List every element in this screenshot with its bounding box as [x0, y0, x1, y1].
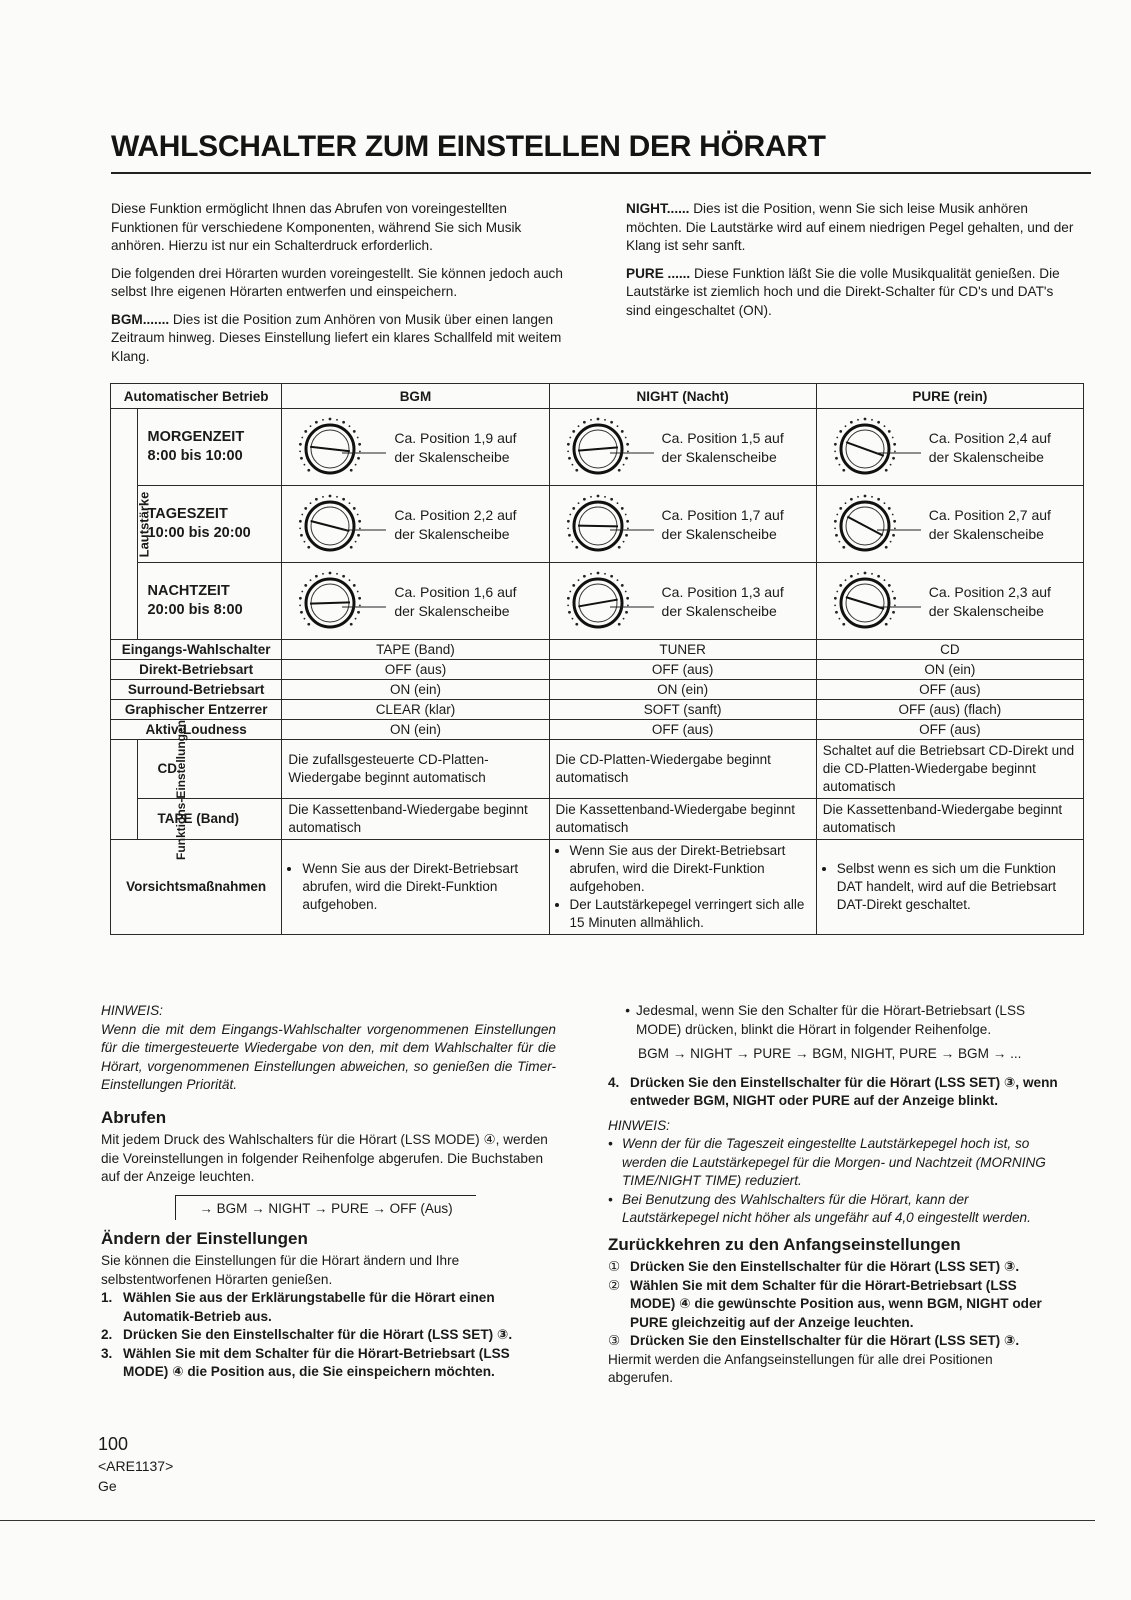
- cell: [816, 840, 1083, 935]
- step-item: 2. Drücken Sie den Einstellschalter für die Hörart (LSS SET) ③.: [101, 1327, 513, 1342]
- night-description: [626, 200, 1081, 256]
- dial-position-text: Ca. Position 1,7 auf der Skalenscheibe: [661, 507, 784, 542]
- dial-cell: [282, 409, 549, 486]
- table-row-tape: [111, 799, 1084, 840]
- cell: ON (ein): [282, 680, 549, 700]
- table-row-cd: [111, 740, 1084, 799]
- right-bottom-column: [608, 1002, 1058, 1388]
- step-item: ③ Drücken Sie den Einstellschalter für die Hörart (LSS SET) ③.: [608, 1333, 1020, 1348]
- cell: CD: [816, 640, 1083, 660]
- volume-label: Lautstärke: [111, 409, 138, 640]
- volume-dial-icon: [831, 569, 921, 635]
- cell: OFF (aus): [816, 680, 1083, 700]
- dial-cell: [816, 409, 1083, 486]
- cell: ON (ein): [816, 660, 1083, 680]
- divider: [0, 1520, 1095, 1521]
- header-pure: PURE (rein): [816, 384, 1083, 409]
- dial-position-text: Ca. Position 1,3 auf der Skalenscheibe: [661, 584, 784, 619]
- cell: Die zufallsgesteuerte CD-Platten-Wiedergabe beginnt automatisch: [282, 740, 549, 799]
- tape-label: TAPE (Band): [137, 799, 282, 840]
- bullet-item: • Jedesmal, wenn Sie den Schalter für die Hörart-Betriebsart (LSS MODE) drücken, blinkt die Hörart in folgender Reihenfolge.: [625, 1003, 1026, 1037]
- volume-dial-icon: [296, 569, 386, 635]
- dial-position-text: Ca. Position 2,3 auf der Skalenscheibe: [928, 584, 1051, 619]
- table-row-day: [111, 486, 1084, 563]
- table-header-row: [111, 384, 1084, 409]
- table-row: [111, 700, 1084, 720]
- night-key: NIGHT......: [626, 201, 690, 216]
- header-night: NIGHT (Nacht): [549, 384, 816, 409]
- step-item: ① Drücken Sie den Einstellschalter für die Hörart (LSS SET) ③.: [608, 1259, 1020, 1274]
- step-item: 4. Drücken Sie den Einstellschalter für die Hörart (LSS SET) ③, wenn entweder BGM, NIGHT oder PURE auf der Anzeige blinkt.: [608, 1074, 1058, 1108]
- row-label: Eingangs-Wahlschalter: [111, 640, 282, 660]
- header-auto: Automatischer Betrieb: [111, 384, 282, 409]
- aendern-heading: Ändern der Einstellungen: [101, 1228, 308, 1248]
- row-label: Aktiv-Loudness: [111, 720, 282, 740]
- dial-cell: [282, 486, 549, 563]
- pure-description: [626, 265, 1081, 321]
- table-row-precautions: [111, 840, 1084, 935]
- row-label: Direkt-Betriebsart: [111, 660, 282, 680]
- cell: OFF (aus): [549, 720, 816, 740]
- hinweis-bullet: • Wenn der für die Tageszeit eingestellte Lautstärkepegel hoch ist, so werden die Lautstärkepegel für die Morgen- und Nachtzeit (MORNING TIME/NIGHT TIME) reduziert.: [608, 1136, 1046, 1188]
- aendern-text: Sie können die Einstellungen für die Hörart ändern und Ihre selbstentworfenen Hörarten genießen.: [101, 1253, 460, 1287]
- cell: Die CD-Platten-Wiedergabe beginnt automatisch: [549, 740, 816, 799]
- cell: TAPE (Band): [282, 640, 549, 660]
- dial-cell: [549, 563, 816, 640]
- cell: [549, 840, 816, 935]
- volume-dial-icon: [296, 492, 386, 558]
- language-code: Ge: [98, 1478, 117, 1494]
- blink-sequence: BGM → NIGHT → PURE → BGM, NIGHT, PURE → BGM → ...: [638, 1046, 1022, 1061]
- abrufen-text: Mit jedem Druck des Wahlschalters für die Hörart (LSS MODE) ④, werden die Voreinstellungen in folgender Reihenfolge abgerufen. Die Buchstaben auf der Anzeige leuchten.: [101, 1132, 548, 1184]
- bgm-text: Dies ist die Position zum Anhören von Musik über einen langen Zeitraum hinweg. Dieses Einstellung liefert ein klares Schallfeld mit weitem Klang.: [111, 311, 562, 364]
- night-text: Dies ist die Position, wenn Sie sich leise Musik anhören möchten. Die Lautstärke wird auf einem niedrigen Pegel gehalten, und der Klang ist sehr sanft.: [626, 201, 1074, 253]
- volume-dial-icon: [564, 415, 654, 481]
- recall-sequence: → BGM → NIGHT → PURE → OFF (Aus): [175, 1195, 476, 1220]
- dial-cell: [816, 563, 1083, 640]
- cell: Die Kassettenband-Wiedergabe beginnt automatisch: [816, 799, 1083, 840]
- reset-heading: Zurückkehren zu den Anfangseinstellungen: [608, 1234, 961, 1254]
- dial-position-text: Ca. Position 1,5 auf der Skalenscheibe: [661, 430, 784, 465]
- row-label: Surround-Betriebsart: [111, 680, 282, 700]
- row-label: Graphischer Entzerrer: [111, 700, 282, 720]
- dial-position-text: Ca. Position 1,9 auf der Skalenscheibe: [394, 430, 517, 465]
- cell: ON (ein): [282, 720, 549, 740]
- volume-dial-icon: [831, 415, 921, 481]
- hinweis-text: Wenn die mit dem Eingangs-Wahlschalter vorgenommenen Einstellungen für die timergesteuerte Wiedergabe von den, mit dem Wahlschalter für die Hörart, vorgenommenen Einstellungen abweichen, so genießen die Timer-Einstellungen Priorität.: [101, 1021, 556, 1092]
- dial-cell: [549, 486, 816, 563]
- table-row: [111, 720, 1084, 740]
- listening-mode-table: [110, 383, 1084, 935]
- hinweis-label: HINWEIS:: [101, 1003, 163, 1018]
- bgm-key: BGM.......: [111, 311, 170, 327]
- table-row: [111, 680, 1084, 700]
- time-morning: MORGENZEIT 8:00 bis 10:00: [137, 409, 282, 486]
- cell: OFF (aus) (flach): [816, 700, 1083, 720]
- dial-cell: [282, 563, 549, 640]
- cell: [282, 840, 549, 935]
- volume-dial-icon: [564, 569, 654, 635]
- document-code: <ARE1137>: [98, 1458, 174, 1474]
- cell: OFF (aus): [816, 720, 1083, 740]
- dial-position-text: Ca. Position 2,7 auf der Skalenscheibe: [928, 507, 1051, 542]
- page-title: WAHLSCHALTER ZUM EINSTELLEN DER HÖRART: [111, 130, 1091, 174]
- dial-cell: [816, 486, 1083, 563]
- closing-text: Hiermit werden die Anfangseinstellungen für alle drei Positionen abgerufen.: [608, 1351, 993, 1385]
- cell: Die Kassettenband-Wiedergabe beginnt automatisch: [549, 799, 816, 840]
- abrufen-heading: Abrufen: [101, 1107, 167, 1127]
- volume-dial-icon: [564, 492, 654, 558]
- cell: Schaltet auf die Betriebsart CD-Direkt und die CD-Platten-Wiedergabe beginnt automatisch: [816, 740, 1083, 799]
- table-row: [111, 640, 1084, 660]
- table-row-night: [111, 563, 1084, 640]
- cell: OFF (aus): [282, 660, 549, 680]
- list-item: • Der Lautstärkepegel verringert sich alle 15 Minuten allmählich.: [570, 896, 810, 932]
- pure-text: Diese Funktion läßt Sie die volle Musikqualität genießen. Die Lautstärke ist ziemlich hoch und die Direkt-Schalter für CD's und DAT's sind eingeschaltet (ON).: [626, 265, 1060, 318]
- intro-right-column: [626, 200, 1081, 329]
- hinweis-bullet: • Bei Benutzung des Wahlschalters für die Hörart, kann der Lautstärkepegel nicht höher als ungefähr auf 4,0 eingestellt werden.: [608, 1191, 1031, 1225]
- cell: SOFT (sanft): [549, 700, 816, 720]
- cell: CLEAR (klar): [282, 700, 549, 720]
- bgm-description: [111, 311, 571, 367]
- time-day: TAGESZEIT 10:00 bis 20:00: [137, 486, 282, 563]
- cell: TUNER: [549, 640, 816, 660]
- list-item: • Selbst wenn es sich um die Funktion DAT handelt, wird auf die Betriebsart DAT-Direkt geschaltet.: [837, 860, 1077, 914]
- hinweis-label: HINWEIS:: [608, 1117, 670, 1133]
- dial-position-text: Ca. Position 1,6 auf der Skalenscheibe: [394, 584, 517, 619]
- table-row: [111, 660, 1084, 680]
- header-bgm: BGM: [282, 384, 549, 409]
- pure-key: PURE ......: [626, 265, 691, 281]
- intro-left-column: [111, 200, 571, 375]
- step-item: ② Wählen Sie mit dem Schalter für die Hörart-Betriebsart (LSS MODE) ④ die gewünschte Position aus, wenn BGM, NIGHT oder PURE gleichzeitig auf der Anzeige leuchten.: [608, 1277, 1042, 1330]
- dial-position-text: Ca. Position 2,2 auf der Skalenscheibe: [394, 507, 517, 542]
- page-footer: [98, 1432, 173, 1496]
- cell: ON (ein): [549, 680, 816, 700]
- cell: OFF (aus): [549, 660, 816, 680]
- left-bottom-column: [101, 1002, 556, 1382]
- step-item: 1. Wählen Sie aus der Erklärungstabelle für die Hörart einen Automatik-Betrieb aus.: [101, 1290, 495, 1324]
- cd-label: CD: [137, 740, 282, 799]
- page-number: 100: [98, 1434, 129, 1454]
- intro-paragraph-2: Die folgenden drei Hörarten wurden voreingestellt. Sie können jedoch auch selbst Ihre eigenen Hörarten entwerfen und einspeichern.: [111, 265, 563, 299]
- list-item: • Wenn Sie aus der Direkt-Betriebsart abrufen, wird die Direkt-Funktion aufgehoben.: [570, 842, 810, 896]
- dial-position-text: Ca. Position 2,4 auf der Skalenscheibe: [928, 430, 1051, 465]
- cell: Die Kassettenband-Wiedergabe beginnt automatisch: [282, 799, 549, 840]
- precautions-label: Vorsichtsmaßnahmen: [111, 840, 282, 935]
- volume-dial-icon: [296, 415, 386, 481]
- list-item: • Wenn Sie aus der Direkt-Betriebsart abrufen, wird die Direkt-Funktion aufgehoben.: [302, 860, 542, 914]
- function-settings-label: Funktions-Einstellungen: [111, 740, 138, 840]
- step-item: 3. Wählen Sie mit dem Schalter für die Hörart-Betriebsart (LSS MODE) ④ die Position aus, die Sie einspeichern möchten.: [101, 1345, 510, 1379]
- volume-dial-icon: [831, 492, 921, 558]
- intro-paragraph-1: Diese Funktion ermöglicht Ihnen das Abrufen von voreingestellten Funktionen für verschiedene Komponenten, während Sie sich Musik anhören. Hierzu ist nur ein Schalterdruck erforderlich.: [111, 201, 522, 253]
- time-night: NACHTZEIT 20:00 bis 8:00: [137, 563, 282, 640]
- table-row-morning: [111, 409, 1084, 486]
- dial-cell: [549, 409, 816, 486]
